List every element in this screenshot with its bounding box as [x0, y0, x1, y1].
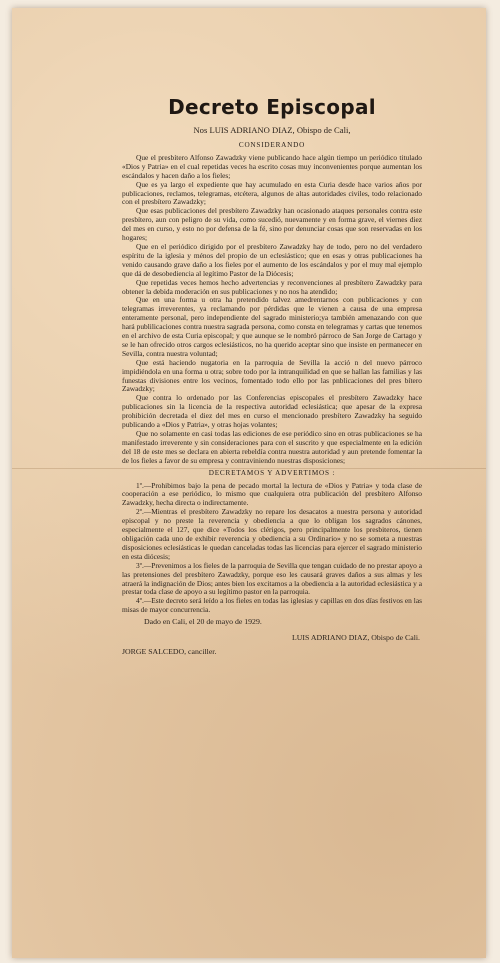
decree-article: 3º.—Prevenimos a los fieles de la parroquia de Sevilla que tengan cuidado de no prestar apoyo a las pretensiones del presbítero Zawadzky, porque eso les causará graves daños a sus almas y les atraerá la indignación de Dios; antes bien los excitamos a la obediencia a la autoridad eclesiástica y a prestar toda clase de apoyo a su legítimo pastor en la parroquia.: [122, 560, 422, 597]
considerando-paragraph: Que es ya largo el expediente que hay acumulado en esta Curia desde hace varios años por publicaciones, reclamos, telegramas, etcétera, algunos de altas autoridades civiles, todo relacionado con el presbítero Zawadzky;: [122, 179, 422, 207]
considerando-heading: CONSIDERANDO: [238, 141, 306, 149]
decree-article: 1º.—Prohibimos bajo la pena de pecado mortal la lectura de «Dios y Patria» y toda clase de cooperación a ese periódico, lo mismo que cualquiera otra publicación del presbítero Alfonso Zawadzky, hecha directa o indirectamente.: [122, 480, 422, 508]
considerando-paragraph: Que no solamente en casi todas las ediciones de ese periódico sino en otras publicaciones se ha manifestado irreverente y sin consideraciones para con el suscrito y que especialmente en la edición del 18 de este mes se declara en abierta rebeldía contra nuestra autoridad y aun pretende fomentar la de los fieles a favor de su empresa y contraviniendo nuestras disposiciones;: [122, 429, 422, 465]
considerando-paragraph: Que en el periódico dirigido por el presbítero Zawadzky hay de todo, pero no del verdadero espíritu de la iglesia y ménos del propio de un eclesiástico; que en esas y otras publicaciones ha venido causando grave daño a los fieles por el aumento de los escándalos y por el muy mal ejemplo que dá de desobediencia al legítimo Pastor de la Diócesis;: [122, 241, 422, 278]
decree-article: 4º.—Este decreto será leído a los fieles en todas las iglesias y capillas en dos días festivos en las misas de mayor concurrencia.: [122, 596, 422, 615]
considerando-paragraph: Que en una forma u otra ha pretendido talvez amedrentarnos con publicaciones y con telegramas irreverentes, ya reclamando por pérdidas que le vienen a causa de una empresa enteramente personal, pero independiente del sagrado ministerio;ya también amenazando con que hará publilicaciones contra nuestra sagrada persona, como consta en telegramas y cartas que tenemos en el archivo de esta Curia episcopal; y que aunque se le nombró párroco de San Jorge de Cartago y se le han ofrecido otros cargos eclesiásticos, no ha querido aceptar sino que insiste en permanecer en Sevilla, contra nuestra voluntad;: [122, 295, 422, 358]
considerando-paragraph: Que esas publicaciones del presbítero Zawadzky han ocasionado ataques personales contra este presbítero, aun con peligro de su vida, como sucedió, nuevamente y en forma grave, el viernes diez del mes en curso, y esto no por defensa de la fé, sino por denunciar cosas que son reservadas en los hogares;: [122, 206, 422, 243]
decree-article: 2º.—Mientras el presbítero Zawadzky no repare los desacatos a nuestra persona y autoridad episcopal y no preste la reverencia y obediencia a que lo obligan los sagrados cánones, especialmente el 127, que dice «Todos los clérigos, pero principalmente los presbiteros, tienen obligación cada uno de exhibir reverencia y obediencia a su Ordinario» y no se someta a nuestras disposiciones eclesiásticas le quedan canceladas todas las licencias para ejercer el sagrado ministerio en esta diócesis;: [122, 507, 422, 561]
document-title: Decreto Episcopal: [168, 95, 376, 119]
decree-content: [122, 95, 422, 657]
chancellor-signature: JORGE SALCEDO, canciller.: [122, 646, 217, 656]
decretamos-heading: DECRETAMOS Y ADVERTIMOS :: [208, 468, 336, 477]
issuer-line: Nos LUIS ADRIANO DIAZ, Obispo de Cali,: [193, 125, 351, 135]
date-line: Dado en Cali, el 20 de mayo de 1929.: [144, 617, 262, 627]
considerando-paragraph: Que está haciendo nugatoria en la parroquia de Sevilla la acció n del nuevo párroco impidiéndola en una forma u otra; sobre todo por la intranquilidad en que se hallan las familias y las funestas divisiones entre los vecinos, fomentado todo ello por las pnblicaciones del pres bítero Zawadzky;: [122, 357, 422, 394]
bishop-signature: LUIS ADRIANO DIAZ, Obispo de Cali.: [292, 633, 420, 643]
considerando-paragraph: Que repetidas veces hemos hecho advertencias y reconvenciones al presbítero Zawadzky para obtener la debida moderación en sus publicaciones y no nos ha atendido;: [122, 277, 422, 296]
considerando-paragraph: Que contra lo ordenado por las Conferencias episcopales el presbítero Zawadzky hace publicaciones sin la licencia de la respectiva autoridad eclesiástica; que apesar de la expresa prohibición decretada el diez del mes en curso el mencionado presbítero Zawadzky ha seguido publicando a «Dios y Patria», y otras hojas volantes;: [122, 393, 422, 430]
considerando-paragraph: Que el presbítero Alfonso Zawadzky viene publicando hace algún tiempo un periódico titulado «Dios y Patria» en el cual repetidas veces ha escrito cosas muy inconvenientes porque aumentan los escándalos y hacen daño a los fieles;: [122, 152, 422, 180]
